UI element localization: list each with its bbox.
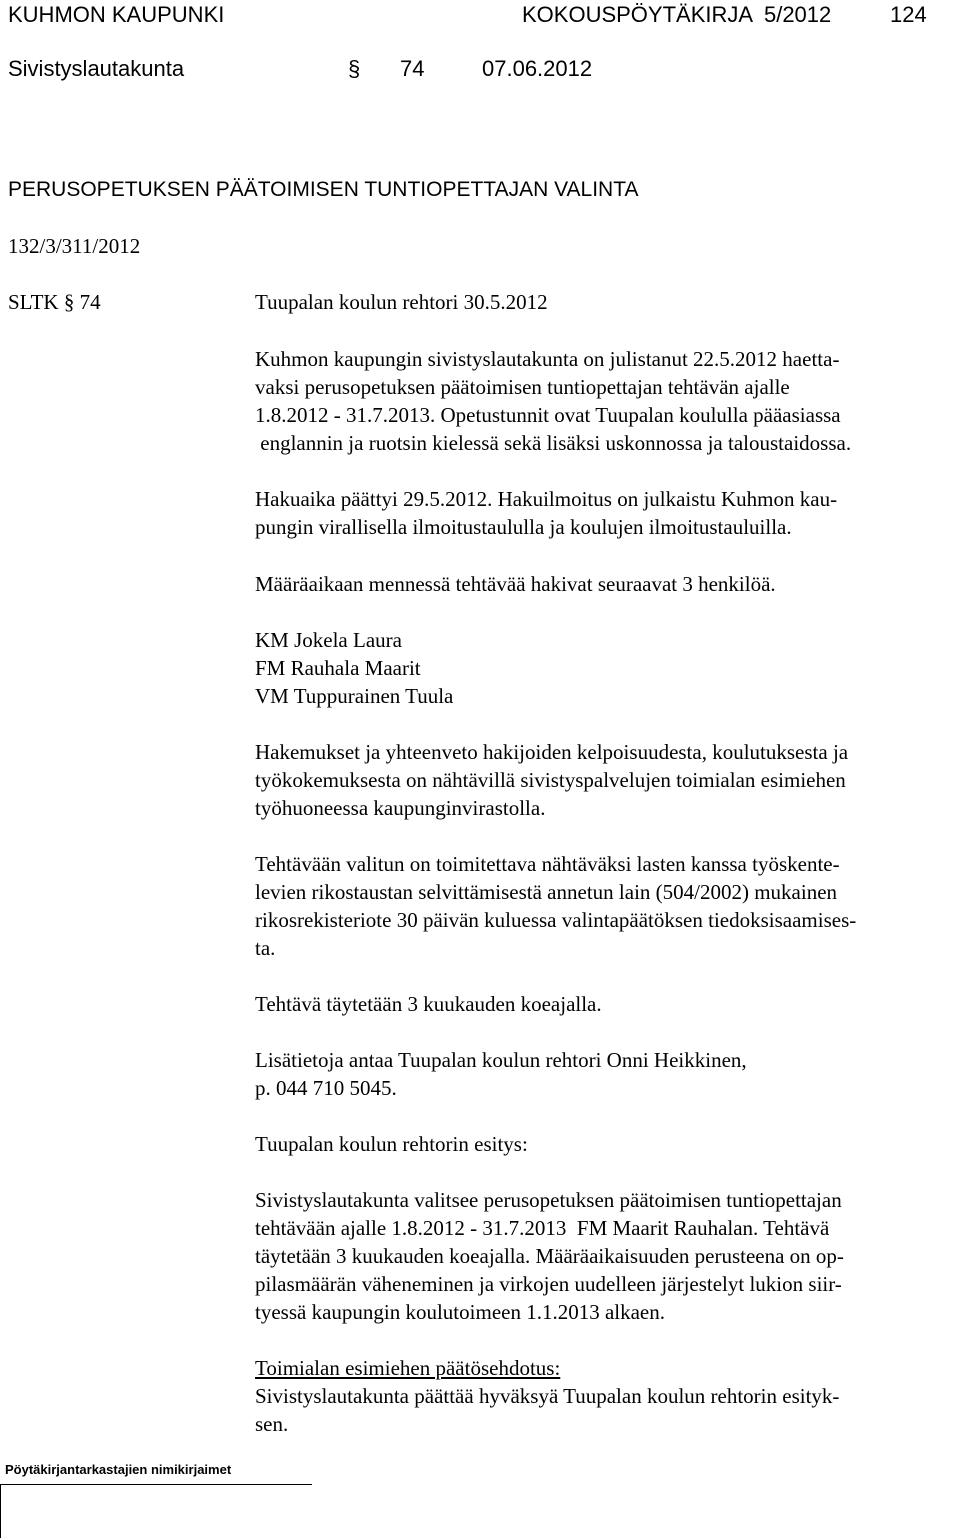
issue-number: 5/2012 <box>763 2 832 27</box>
text-line: työkokemuksesta on nähtävillä sivistyspalvelujen toimialan esimiehen <box>255 768 846 792</box>
text-line: Hakuaika päättyi 29.5.2012. Hakuilmoitus on julkaistu Kuhmon kau- <box>255 487 838 511</box>
text-line: Kuhmon kaupungin sivistyslautakunta on julistanut 22.5.2012 haetta- <box>255 347 840 371</box>
paragraph-announcement <box>255 345 935 457</box>
paragraph-probation <box>255 990 935 1018</box>
text-line: ta. <box>255 936 276 960</box>
decision-proposal <box>255 1354 935 1438</box>
applicant-item: VM Tuppurainen Tuula <box>255 684 454 708</box>
section-number: 74 <box>400 56 425 81</box>
applicant-item: KM Jokela Laura <box>255 628 402 652</box>
text-line: tehtävään ajalle 1.8.2012 - 31.7.2013 FM Maarit Rauhalan. Tehtävä <box>255 1216 830 1240</box>
item-reference: 132/3/311/2012 <box>8 234 141 258</box>
paragraph-application-period <box>255 485 935 541</box>
principal-proposal-heading <box>255 1130 935 1158</box>
org-name: KUHMON KAUPUNKI <box>8 2 225 27</box>
paragraph-principal-proposal <box>255 1186 935 1326</box>
decision-proposal-heading: Toimialan esimiehen päätösehdotus: <box>255 1356 561 1380</box>
paragraph-applicant-count <box>255 570 935 598</box>
doc-type: KOKOUSPÖYTÄKIRJA <box>522 2 752 27</box>
text-line: Tuupalan koulun rehtorin esitys: <box>255 1132 528 1156</box>
text-line: Määräaikaan mennessä tehtävää hakivat seuraavat 3 henkilöä. <box>255 572 776 596</box>
text-line: pungin virallisella ilmoitustaululla ja koulujen ilmoitustauluilla. <box>255 515 792 539</box>
text-line: rikosrekisteriote 30 päivän kuluessa valintapäätöksen tiedoksisaamises- <box>255 908 857 932</box>
text-line: pilasmäärän väheneminen ja virkojen uudelleen järjestelyt lukion siir- <box>255 1272 842 1296</box>
text-line: Sivistyslautakunta valitsee perusopetuksen päätoimisen tuntiopettajan <box>255 1188 842 1212</box>
paragraph-criminal-record <box>255 850 935 962</box>
text-line: Sivistyslautakunta päättää hyväksyä Tuupalan koulun rehtorin esityk- <box>255 1384 840 1408</box>
prep-author: Tuupalan koulun rehtori 30.5.2012 <box>255 290 548 314</box>
paragraph-contact <box>255 1046 935 1102</box>
page-number: 124 <box>890 2 927 27</box>
text-line: 1.8.2012 - 31.7.2013. Opetustunnit ovat Tuupalan koululla pääasiassa <box>255 403 841 427</box>
signature-line-horizontal <box>0 1484 312 1485</box>
board-name: Sivistyslautakunta <box>8 56 185 81</box>
text-line: Tehtävään valitun on toimitettava nähtäväksi lasten kanssa työskente- <box>255 852 840 876</box>
item-title: PERUSOPETUKSEN PÄÄTOIMISEN TUNTIOPETTAJAN VALINTA <box>8 178 639 201</box>
text-line: Tehtävä täytetään 3 kuukauden koeajalla. <box>255 992 602 1016</box>
text-line: Hakemukset ja yhteenveto hakijoiden kelpoisuudesta, koulutuksesta ja <box>255 740 849 764</box>
doc-type-block <box>522 2 831 28</box>
text-line: Lisätietoja antaa Tuupalan koulun rehtori Onni Heikkinen, <box>255 1048 747 1072</box>
text-line: englannin ja ruotsin kielessä sekä lisäksi uskonnossa ja taloustaidossa. <box>255 431 852 455</box>
prep-code: SLTK § 74 <box>8 290 101 314</box>
applicant-list <box>255 626 935 710</box>
header-row-1 <box>8 2 224 28</box>
meeting-date: 07.06.2012 <box>482 56 593 81</box>
section-sign: § <box>348 56 361 81</box>
signature-line-vertical <box>0 1484 1 1538</box>
text-line: vaksi perusopetuksen päätoimisen tuntiopettajan tehtävän ajalle <box>255 375 790 399</box>
text-line: p. 044 710 5045. <box>255 1076 397 1100</box>
applicant-item: FM Rauhala Maarit <box>255 656 421 680</box>
text-line: levien rikostaustan selvittämisestä annetun lain (504/2002) mukainen <box>255 880 838 904</box>
text-line: sen. <box>255 1412 289 1436</box>
signature-label: Pöytäkirjantarkastajien nimikirjaimet <box>5 1462 232 1477</box>
text-line: tyessä kaupungin koulutoimeen 1.1.2013 alkaen. <box>255 1300 666 1324</box>
text-line: työhuoneessa kaupunginvirastolla. <box>255 796 546 820</box>
decision-proposal-heading-line <box>255 1354 935 1382</box>
text-line: täytetään 3 kuukauden koeajalla. Määräaikaisuuden perusteena on op- <box>255 1244 844 1268</box>
paragraph-applications <box>255 738 935 822</box>
